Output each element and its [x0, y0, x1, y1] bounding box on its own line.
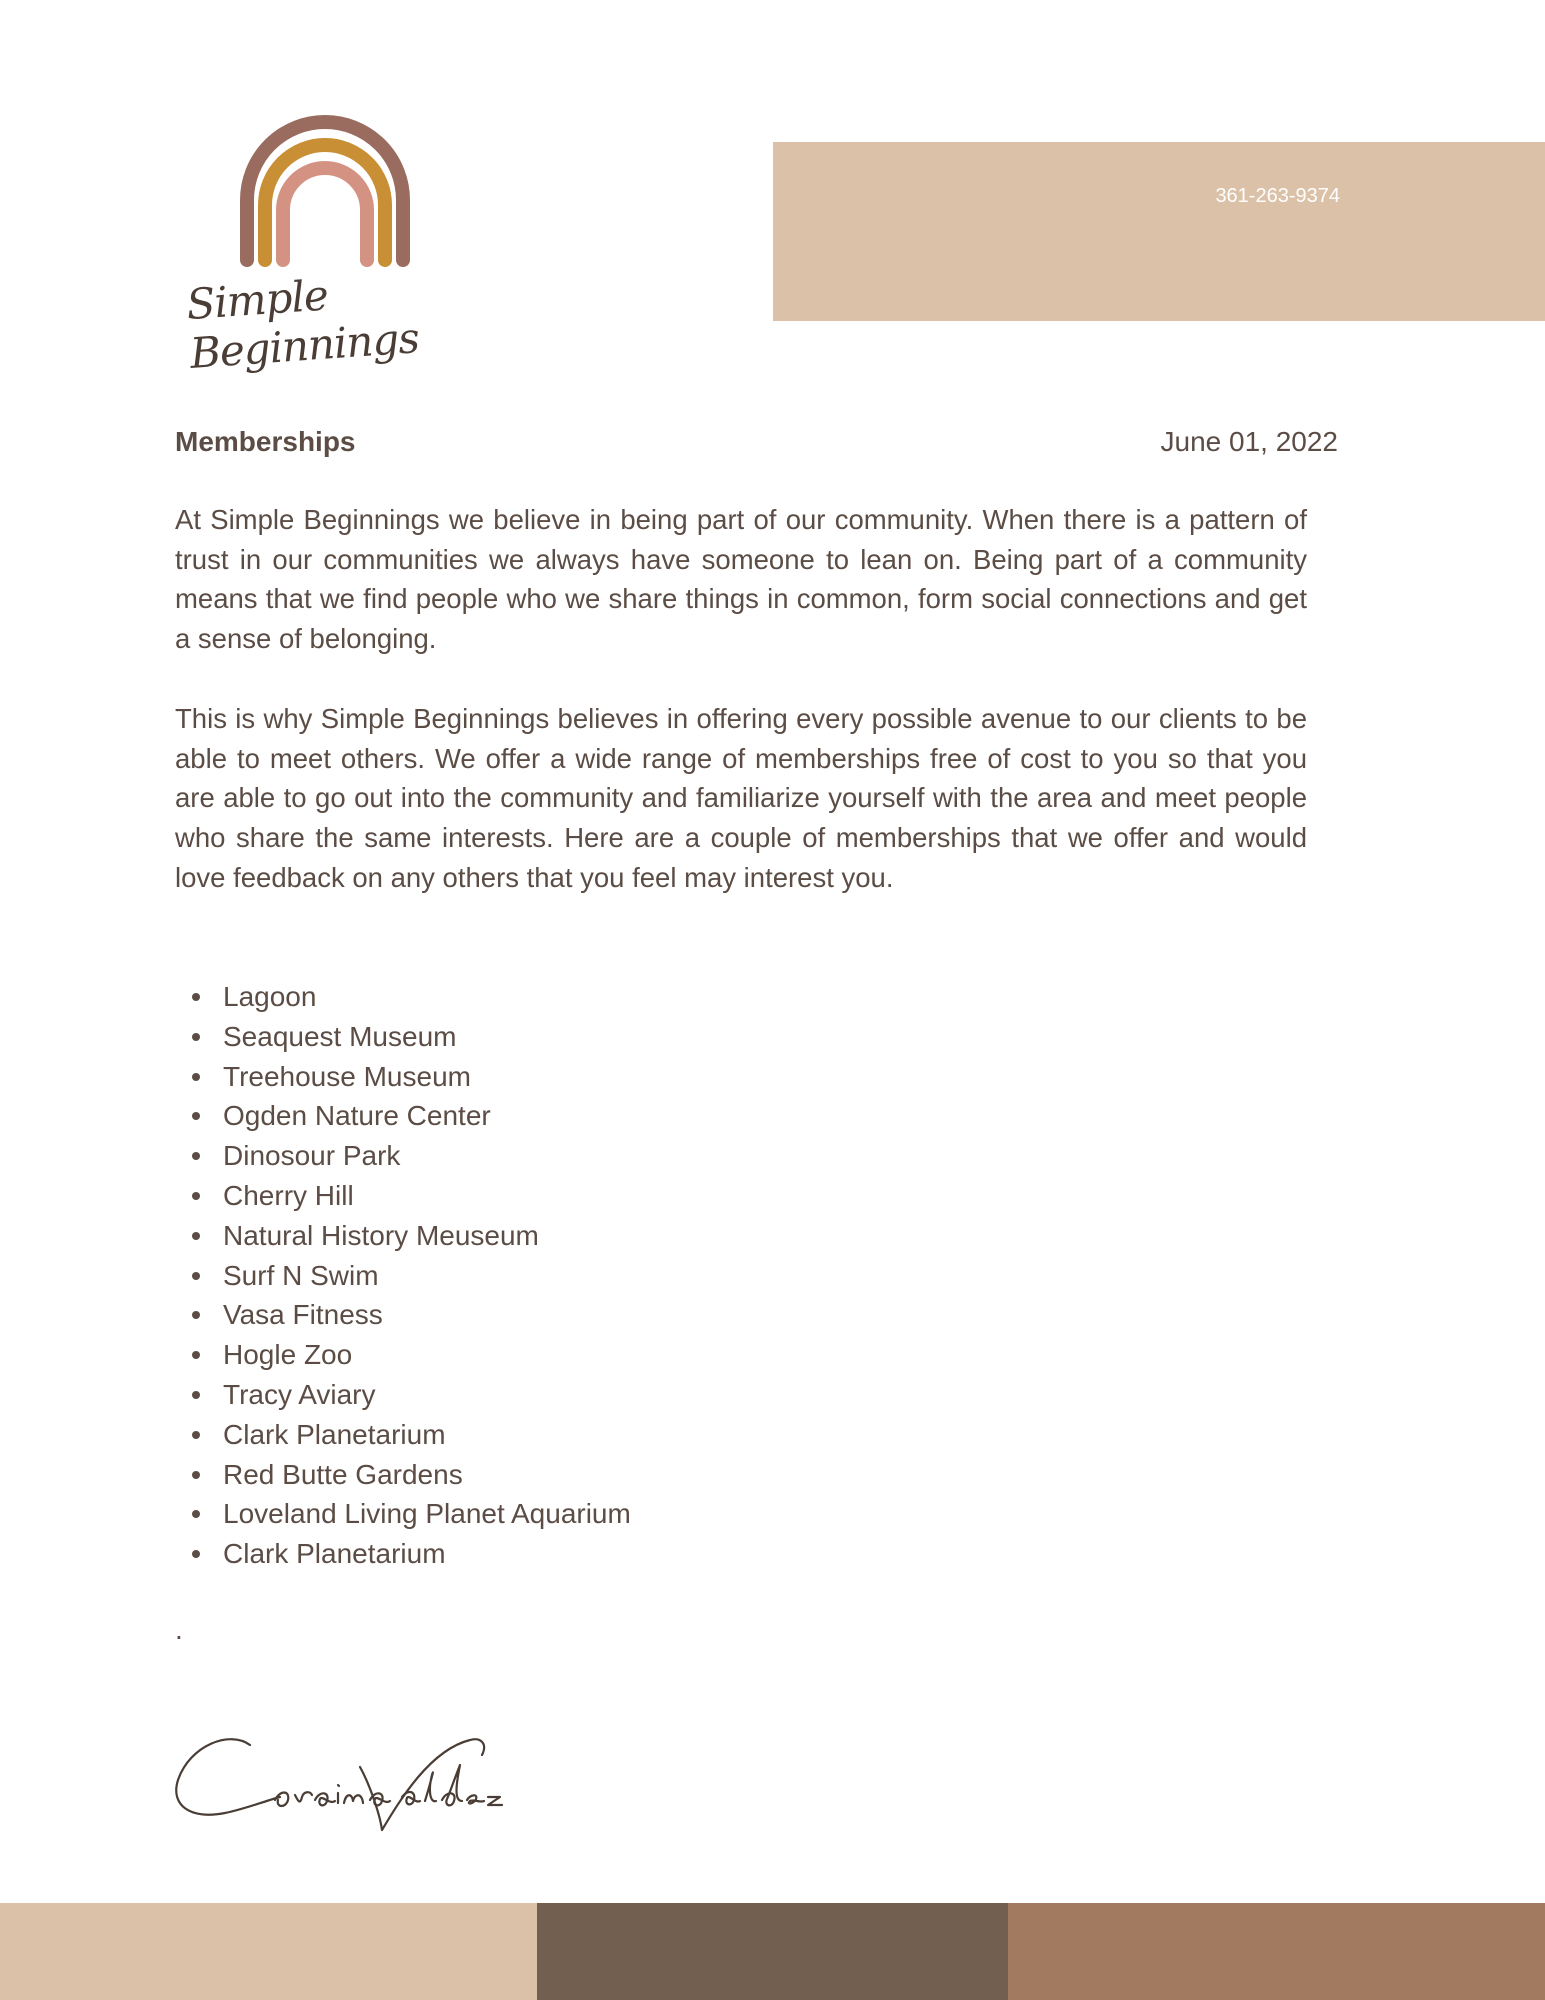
signature-icon — [170, 1705, 530, 1845]
list-item: Cherry Hill — [175, 1176, 631, 1216]
letter-title: Memberships — [175, 426, 356, 457]
list-item: Red Butte Gardens — [175, 1455, 631, 1495]
header-band — [773, 142, 1545, 321]
list-item: Treehouse Museum — [175, 1057, 631, 1097]
list-item: Natural History Meuseum — [175, 1216, 631, 1256]
list-item: Dinosour Park — [175, 1136, 631, 1176]
list-item: Lagoon — [175, 977, 631, 1017]
list-item: Clark Planetarium — [175, 1415, 631, 1455]
list-item: Clark Planetarium — [175, 1534, 631, 1574]
letter-date: June 01, 2022 — [1160, 426, 1338, 457]
brand-logo — [180, 105, 480, 378]
paragraph: At Simple Beginnings we believe in being part of our community. When there is a pattern of trust in our communities we always have someone to lean on. Being part of a community means that we find people who we share things in common, form social connections and get a sense of belonging. — [175, 504, 1307, 655]
handwritten-signature — [170, 1705, 530, 1845]
footer-band — [0, 1903, 1545, 2000]
footer-block — [537, 1903, 1008, 2000]
list-item: Surf N Swim — [175, 1256, 631, 1296]
paragraph: This is why Simple Beginnings believes in offering every possible avenue to our clients to be able to meet others. We offer a wide range of memberships free of cost to you so that you are able to go out into the community and familiarize yourself with the area and meet people who share the same interests. Here are a couple of memberships that we offer and would love feedback on any others that you feel may interest you. — [175, 702, 1307, 893]
phone-number: 361-263-9374 — [1215, 185, 1340, 207]
membership-list — [175, 977, 631, 1574]
letter-body — [175, 500, 1307, 937]
brand-wordmark: Simple Beginnings — [184, 270, 421, 378]
list-item: Loveland Living Planet Aquarium — [175, 1494, 631, 1534]
list-item: Vasa Fitness — [175, 1295, 631, 1335]
letter-heading — [175, 426, 1338, 458]
footer-block — [1008, 1903, 1545, 2000]
list-item: Tracy Aviary — [175, 1375, 631, 1415]
list-item: Seaquest Museum — [175, 1017, 631, 1057]
list-item: Hogle Zoo — [175, 1335, 631, 1375]
list-item: Ogden Nature Center — [175, 1096, 631, 1136]
trailing-mark: . — [175, 1614, 183, 1645]
footer-block — [0, 1903, 537, 2000]
